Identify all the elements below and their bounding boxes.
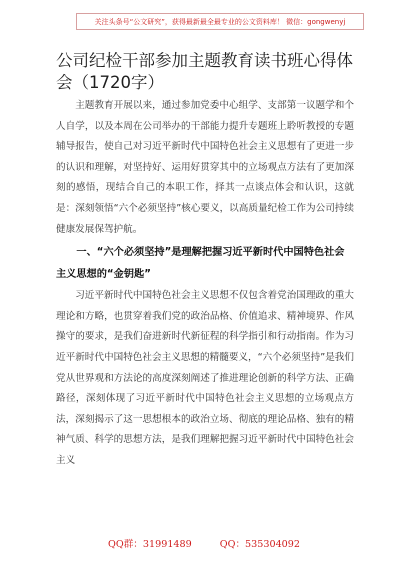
banner-text: 关注头条号“公文研究”，获得最新最全最专业的公文资料库！ 微信：gongwenyj: [94, 17, 346, 26]
footer-qq: QQ：535304092: [219, 539, 300, 550]
paragraph: 习近平新时代中国特色社会主义思想不仅包含着党治国理政的重大理论和方略，也贯穿着我们党的政治品格、价值追求、精神境界、作风操守的要求，是我们奋进新时代新征程的科学指引和行动指南。作为习近平新时代中国特色社会主义思想的精髓要义，“六个必须坚持”是我们党从世界观和方法论的高度深刻阐述了推进理论创新的科学方法、正确路径，深刻体现了习近平新时代中国特色社会主义思想的立场观点方法，深刻揭示了这一思想根本的政治立场、彻底的理论品格、独有的精神气质、科学的思想方法，是我们理解把握习近平新时代中国特色社会主义: [56, 290, 354, 466]
paragraph: 主题教育开展以来，通过参加党委中心组学、支部第一议题学和个人自学，以及本周在公司举办的干部能力提升专题班上聆听教授的专题辅导报告，使自己对习近平新时代中国特色社会主义思想有了更进一步的认识和理解，对坚持好、运用好贯穿其中的立场观点方法有了更加深刻的感悟，现结合自己的本职工作，择其一点谈点体会和认识，这就是：深刻领悟“六个必须坚持”核心要义，以高质量纪检工作为公司持续健康发展保驾护航。: [56, 100, 354, 235]
header-banner: [76, 13, 364, 30]
section-heading: 一、“六个必须坚持”是理解把握习近平新时代中国特色社会主义思想的“金钥匙”: [56, 247, 345, 281]
document-title: 公司纪检干部参加主题教育读书班心得体会（1720字）: [56, 51, 353, 92]
footer: [0, 536, 408, 550]
document-body: [56, 96, 354, 472]
footer-qq-group: QQ群：31991489: [107, 539, 192, 550]
